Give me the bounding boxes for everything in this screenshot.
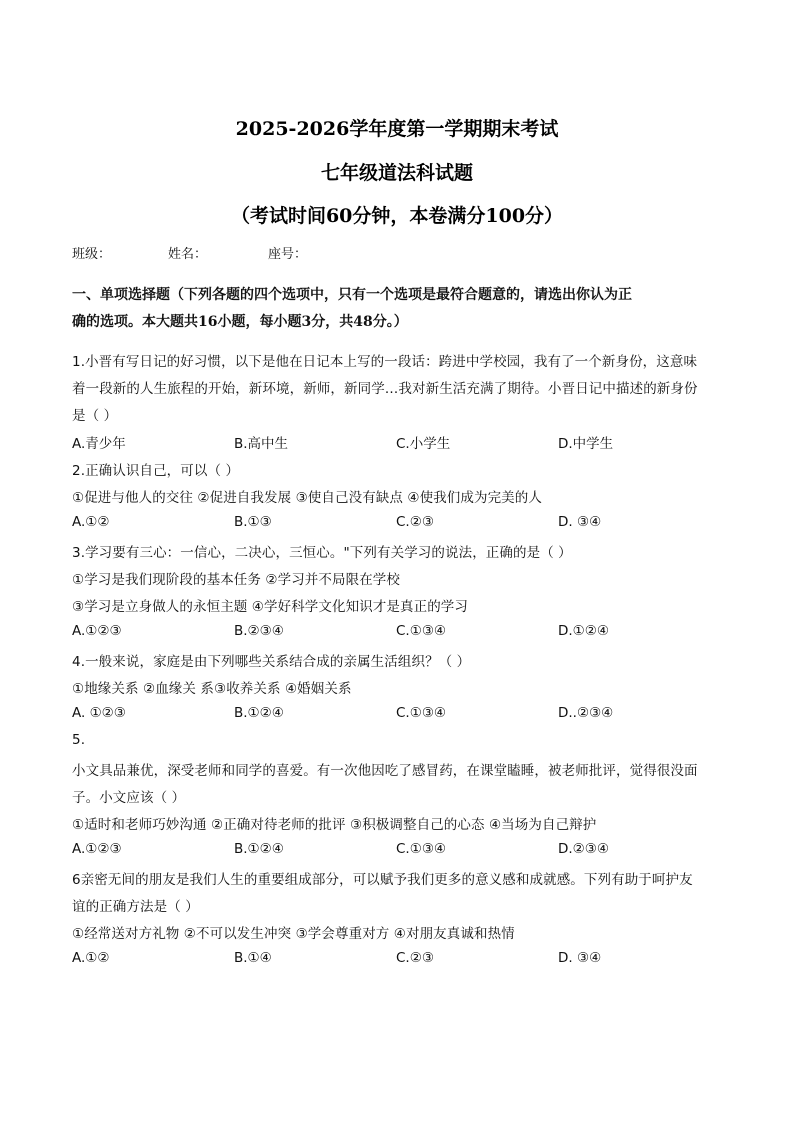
question-6-statements: ①经常送对方礼物 ②不可以发生冲突 ③学会尊重对方 ④对朋友真诚和热情 xyxy=(72,926,515,942)
question-3-statements: ①学习是我们现阶段的基本任务 ②学习并不局限在学校 xyxy=(72,572,400,588)
exam-title: 2025-2026学年度第一学期期末考试 xyxy=(235,118,559,140)
section-heading-line: 一、单项选择题（下列各题的四个选项中，只有一个选项是最符合题意的，请选出你认为正 xyxy=(72,287,632,303)
question-6-text: 6亲密无间的朋友是我们人生的重要组成部分，可以赋予我们更多的意义感和成就感。下列有助于呵护友 xyxy=(72,872,693,888)
option-a: A.青少年 xyxy=(72,436,126,452)
section-heading xyxy=(72,282,722,336)
question-3-statements: ③学习是立身做人的永恒主题 ④学好科学文化知识才是真正的学习 xyxy=(72,599,468,615)
question-1-text: 着一段新的人生旅程的开始，新环境，新师，新同学…我对新生活充满了期待。小晋日记中描述的新身份 xyxy=(72,381,698,397)
question-6-text: 谊的正确方法是（ ） xyxy=(72,899,199,915)
question-1-text: 1.小晋有写日记的好习惯，以下是他在日记本上写的一段话：跨进中学校园，我有了一个新身份，这意味 xyxy=(72,354,698,370)
question-5-statements: ①适时和老师巧妙沟通 ②正确对待老师的批评 ③积极调整自己的心态 ④当场为自己辩护 xyxy=(72,817,597,833)
exam-subtitle: 七年级道法科试题 xyxy=(320,162,473,184)
option-c: C.①③④ xyxy=(396,623,447,639)
option-a: A.①② xyxy=(72,514,110,530)
option-d: D. ③④ xyxy=(558,514,602,530)
option-c: C.小学生 xyxy=(396,436,451,452)
question-3-text: 3.学习要有三心：一信心，二决心，三恒心。"下列有关学习的说法，正确的是（ ） xyxy=(72,545,572,561)
question-2-statements: ①促进与他人的交往 ②促进自我发展 ③使自己没有缺点 ④使我们成为完美的人 xyxy=(72,490,542,506)
option-c: C.②③ xyxy=(396,950,434,966)
name-label: 姓名： xyxy=(168,247,208,262)
option-b: B.①②④ xyxy=(234,841,284,857)
option-c: C.①③④ xyxy=(396,841,447,857)
option-d: D.①②④ xyxy=(558,623,609,639)
option-a: A.①②③ xyxy=(72,623,122,639)
option-b: B.①③ xyxy=(234,514,272,530)
question-4-text: 4.一般来说，家庭是由下列哪些关系结合成的亲属生活组织？（ ） xyxy=(72,654,471,670)
option-d: D.②③④ xyxy=(558,841,609,857)
exam-note: （考试时间60分钟，本卷满分100分） xyxy=(230,205,564,227)
option-d: D..②③④ xyxy=(558,705,614,721)
option-d: D.中学生 xyxy=(558,436,614,452)
option-b: B.高中生 xyxy=(234,436,289,452)
question-4-statements: ①地缘关系 ②血缘关 系③收养关系 ④婚姻关系 xyxy=(72,681,352,697)
question-2-text: 2.正确认识自己，可以（ ） xyxy=(72,463,240,479)
option-a: A.①② xyxy=(72,950,110,966)
question-5-text: 小文具品兼优，深受老师和同学的喜爱。有一次他因吃了感冒药，在课堂瞌睡，被老师批评，觉得很没面 xyxy=(72,763,698,779)
question-5-number: 5. xyxy=(72,732,86,748)
option-c: C.①③④ xyxy=(396,705,447,721)
section-heading-line: 确的选项。本大题共16小题，每小题3分，共48分。） xyxy=(72,314,408,330)
option-d: D. ③④ xyxy=(558,950,602,966)
seat-label: 座号： xyxy=(268,247,308,262)
option-a: A.①②③ xyxy=(72,841,122,857)
question-5-text: 子。小文应该（ ） xyxy=(72,790,186,806)
option-a: A. ①②③ xyxy=(72,705,126,721)
option-c: C.②③ xyxy=(396,514,434,530)
option-b: B.①④ xyxy=(234,950,272,966)
option-b: B.①②④ xyxy=(234,705,284,721)
question-1-text: 是（ ） xyxy=(72,408,118,424)
class-label: 班级： xyxy=(72,247,112,262)
option-b: B.②③④ xyxy=(234,623,284,639)
